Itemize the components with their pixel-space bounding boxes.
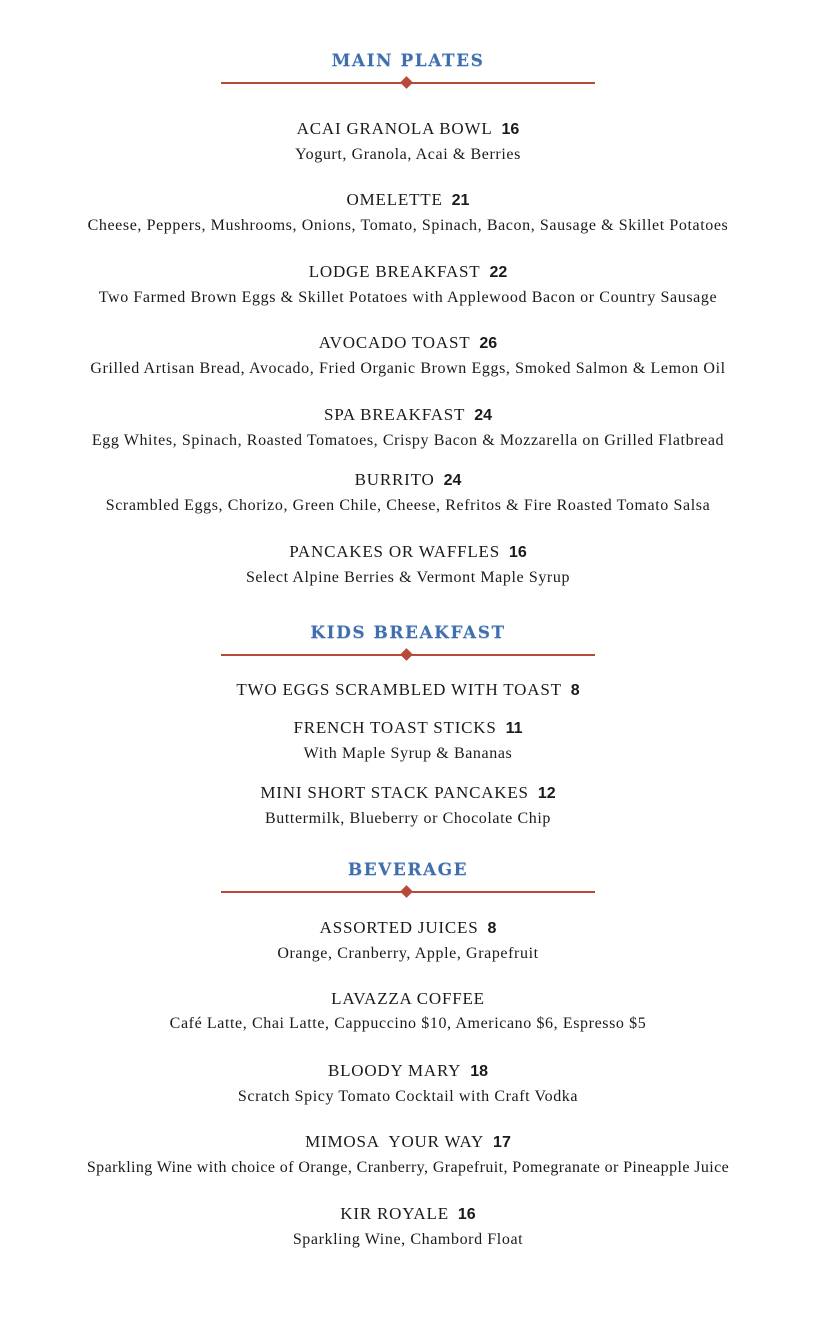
item-price: 26 xyxy=(479,335,498,352)
menu-item-mini-short-stack xyxy=(0,783,816,829)
item-description: Scrambled Eggs, Chorizo, Green Chile, Cheese, Refritos & Fire Roasted Tomato Salsa xyxy=(105,497,711,514)
item-description: Scratch Spicy Tomato Cocktail with Craft Vodka xyxy=(237,1088,579,1105)
item-name: BLOODY MARY xyxy=(327,1061,462,1080)
item-price: 8 xyxy=(487,920,497,937)
menu-item-pancakes-or-waffles xyxy=(0,542,816,588)
section-divider xyxy=(221,886,595,898)
item-description: Two Farmed Brown Eggs & Skillet Potatoes with Applewood Bacon or Country Sausage xyxy=(98,289,718,306)
item-description: Select Alpine Berries & Vermont Maple Syrup xyxy=(245,569,571,586)
menu-item-mimosa xyxy=(0,1132,816,1178)
item-name: MINI SHORT STACK PANCAKES xyxy=(260,783,529,802)
menu-item-burrito xyxy=(0,470,816,516)
section-title: KIDS BREAKFAST xyxy=(310,623,506,643)
section-header-main-plates xyxy=(0,51,816,89)
item-price: 16 xyxy=(501,121,520,138)
item-price: 22 xyxy=(489,264,508,281)
item-description: Café Latte, Chai Latte, Cappuccino $10, Americano $6, Espresso $5 xyxy=(169,1015,647,1032)
item-description: Cheese, Peppers, Mushrooms, Onions, Tomato, Spinach, Bacon, Sausage & Skillet Potatoes xyxy=(87,217,729,234)
section-header-beverage xyxy=(0,860,816,898)
menu-item-kir-royale xyxy=(0,1204,816,1250)
item-description: Grilled Artisan Bread, Avocado, Fried Organic Brown Eggs, Smoked Salmon & Lemon Oil xyxy=(90,360,726,377)
item-name: OMELETTE xyxy=(346,190,443,209)
menu-item-lavazza-coffee xyxy=(0,989,816,1034)
item-price: 17 xyxy=(493,1134,511,1151)
diamond-icon xyxy=(400,885,413,898)
item-name: PANCAKES OR WAFFLES xyxy=(289,542,500,561)
item-price: 8 xyxy=(570,682,580,699)
section-divider xyxy=(221,77,595,89)
item-name: ASSORTED JUICES xyxy=(319,918,479,937)
item-description: With Maple Syrup & Bananas xyxy=(303,745,513,762)
item-price: 18 xyxy=(470,1063,489,1080)
item-price: 12 xyxy=(537,785,556,802)
item-price: 24 xyxy=(443,472,462,489)
item-name: MIMOSA YOUR WAY xyxy=(305,1132,485,1151)
section-title: MAIN PLATES xyxy=(331,51,485,71)
item-description: Egg Whites, Spinach, Roasted Tomatoes, Crispy Bacon & Mozzarella on Grilled Flatbread xyxy=(91,432,725,449)
menu-item-french-toast-sticks xyxy=(0,718,816,764)
item-price: 16 xyxy=(457,1206,476,1223)
menu-item-lodge-breakfast xyxy=(0,262,816,308)
item-description: Buttermilk, Blueberry or Chocolate Chip xyxy=(264,810,552,827)
item-name: SPA BREAKFAST xyxy=(323,405,466,424)
menu-item-spa-breakfast xyxy=(0,405,816,451)
menu-item-avocado-toast xyxy=(0,333,816,379)
item-description: Sparkling Wine, Chambord Float xyxy=(292,1231,524,1248)
item-price: 16 xyxy=(508,544,527,561)
item-name: BURRITO xyxy=(354,470,435,489)
item-price: 24 xyxy=(474,407,493,424)
item-name: AVOCADO TOAST xyxy=(318,333,471,352)
diamond-icon xyxy=(400,648,413,661)
section-title: BEVERAGE xyxy=(347,860,469,880)
item-description: Yogurt, Granola, Acai & Berries xyxy=(295,146,521,163)
item-description: Sparkling Wine with choice of Orange, Cranberry, Grapefruit, Pomegranate or Pineapple Juice xyxy=(86,1159,730,1176)
menu-item-assorted-juices xyxy=(0,918,816,964)
section-header-kids-breakfast xyxy=(0,623,816,661)
item-price: 21 xyxy=(451,192,470,209)
menu-item-acai-granola-bowl xyxy=(0,119,816,165)
item-name: LAVAZZA COFFEE xyxy=(331,989,485,1008)
item-description: Orange, Cranberry, Apple, Grapefruit xyxy=(277,945,539,962)
item-price: 11 xyxy=(505,720,523,737)
item-name: TWO EGGS SCRAMBLED WITH TOAST xyxy=(236,680,562,699)
item-name: KIR ROYALE xyxy=(340,1204,449,1223)
menu-item-omelette xyxy=(0,190,816,236)
item-name: LODGE BREAKFAST xyxy=(308,262,481,281)
menu-item-two-eggs-scrambled xyxy=(0,680,816,701)
item-name: ACAI GRANOLA BOWL xyxy=(296,119,493,138)
section-divider xyxy=(221,649,595,661)
diamond-icon xyxy=(400,76,413,89)
menu-item-bloody-mary xyxy=(0,1061,816,1107)
item-name: FRENCH TOAST STICKS xyxy=(293,718,497,737)
